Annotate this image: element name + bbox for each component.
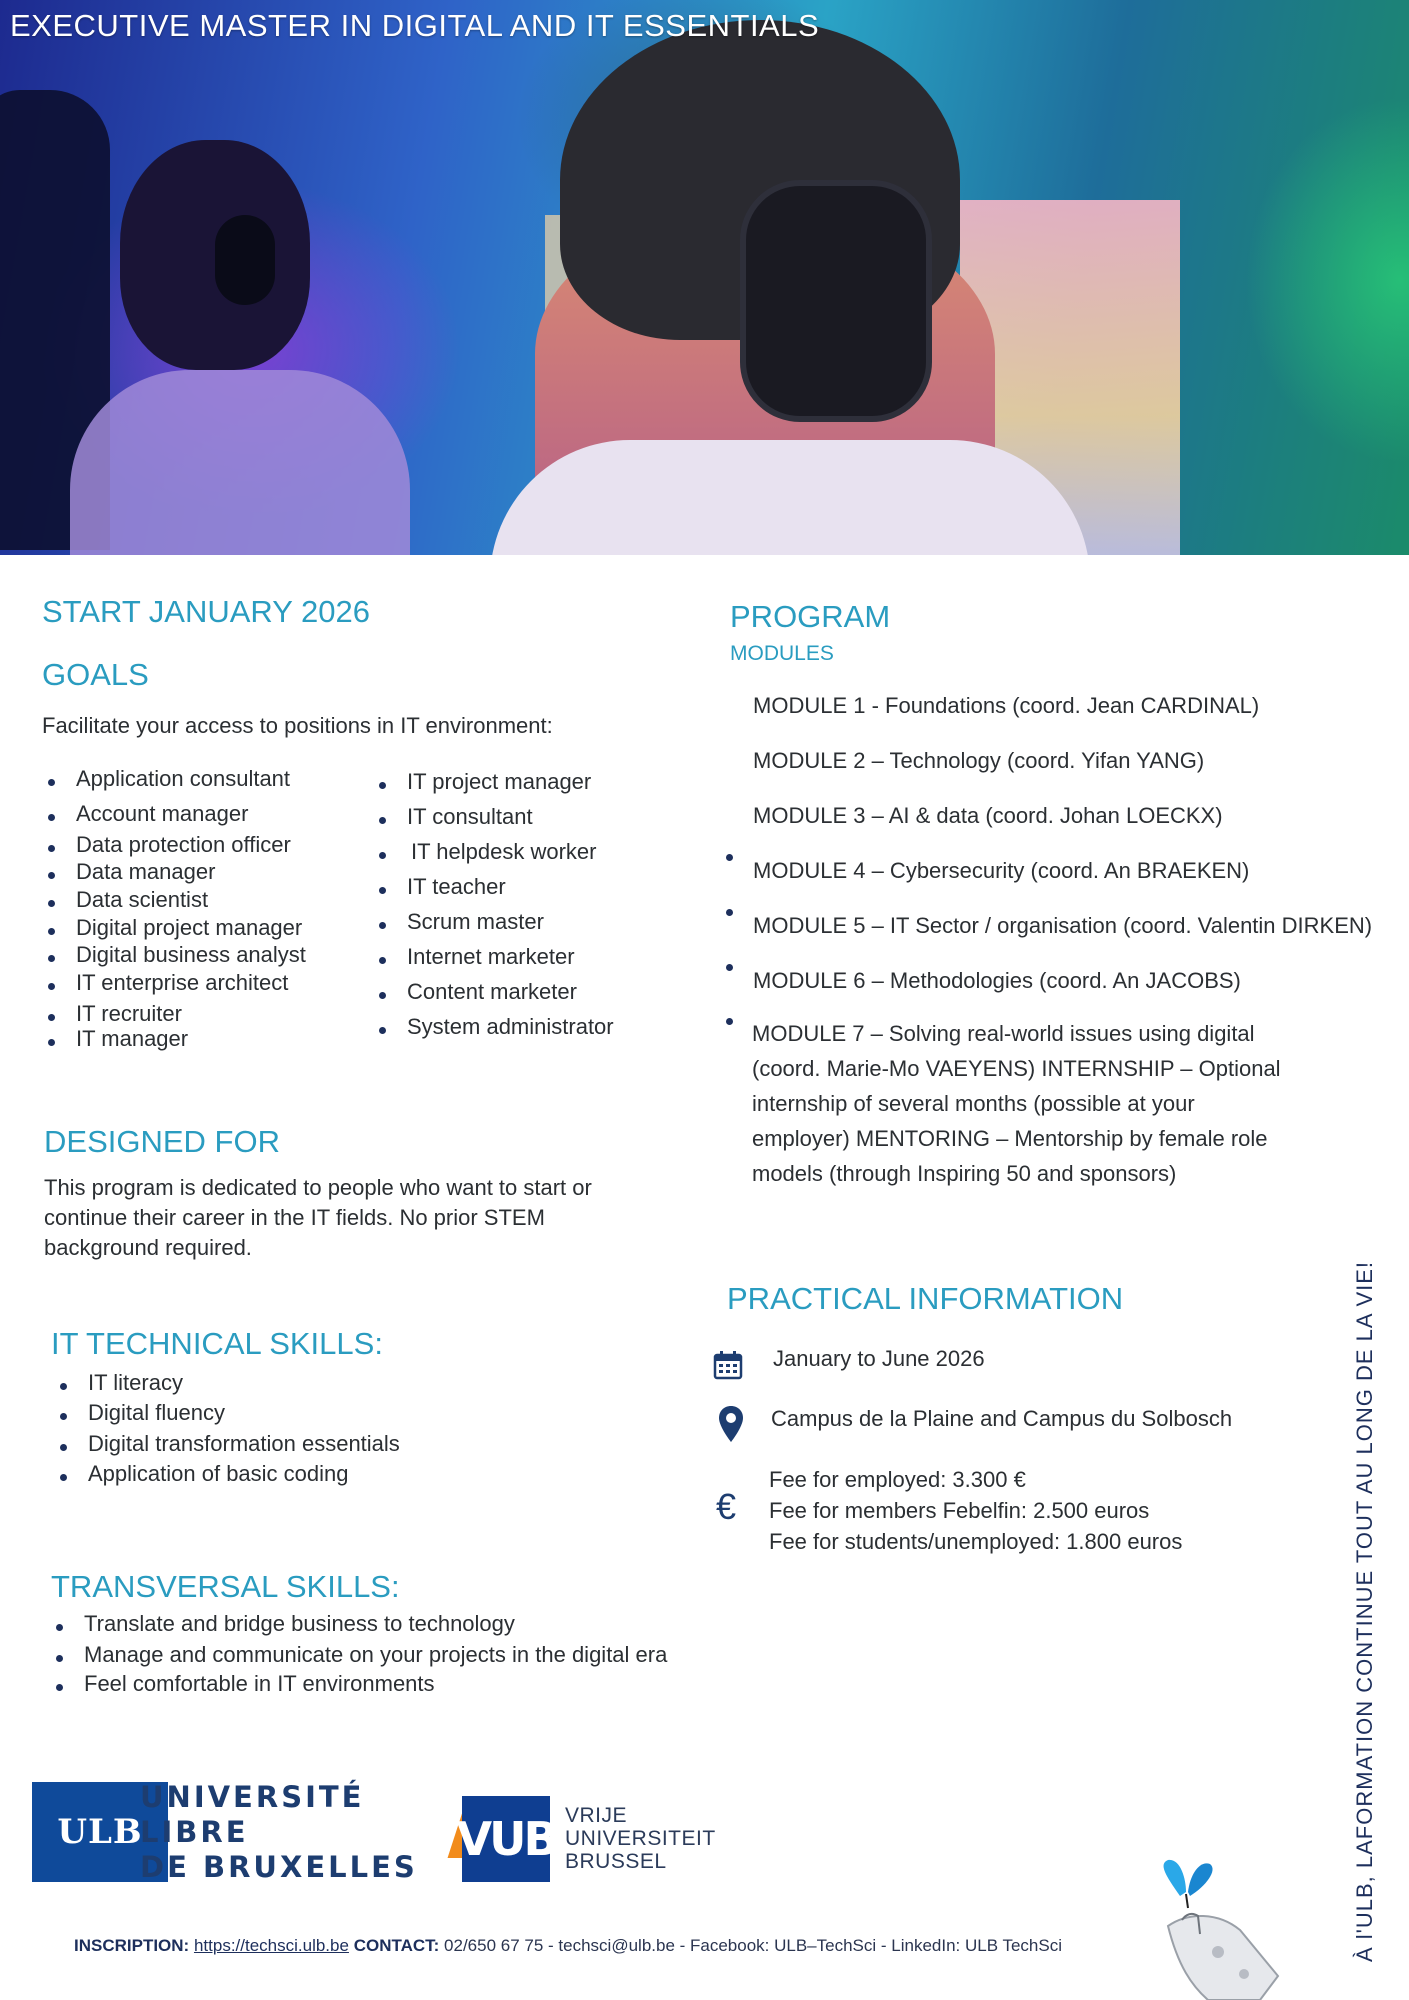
calendar-icon [713,1350,743,1380]
bullet-dot [726,1018,733,1025]
vub-name-line: BRUSSEL [565,1850,667,1873]
transversal-skills-heading: TRANSVERSAL SKILLS: [51,1569,400,1604]
list-item: IT literacy [54,1370,400,1400]
goals-heading: GOALS [42,657,149,692]
contact-label: CONTACT: [353,1936,440,1955]
bullet-dot [726,909,733,916]
vub-mark: VUB [462,1796,550,1882]
list-item: System administrator [373,1014,614,1049]
list-item: IT consultant [373,804,614,839]
ulb-mark: ULB [32,1782,168,1882]
designed-for-line: This program is dedicated to people who want to start or [44,1175,592,1200]
vub-name-line: UNIVERSITEIT [565,1827,716,1850]
contact-details: 02/650 67 75 - techsci@ulb.be - Facebook: ULB–TechSci - LinkedIn: ULB TechSci [444,1936,1062,1955]
module-7-line: (coord. Marie-Mo VAEYENS) INTERNSHIP – Optional [752,1056,1281,1081]
ulb-name-line: UNIVERSITÉ [140,1780,365,1814]
list-item: Data manager [42,859,306,887]
hero-photo [0,0,1409,555]
location-text: Campus de la Plaine and Campus du Solbosch [771,1406,1233,1431]
module-item: MODULE 3 – AI & data (coord. Johan LOECKX) [753,803,1223,828]
ulb-name-line: LIBRE [140,1815,249,1849]
list-item: IT enterprise architect [42,970,306,1001]
fee-line: Fee for students/unemployed: 1.800 euros [769,1529,1183,1554]
bullet-dot [726,854,733,861]
person-left-headphone [215,215,275,305]
list-item: Application of basic coding [54,1461,400,1491]
module-item: MODULE 1 - Foundations (coord. Jean CARDINAL) [753,693,1260,718]
list-item: Translate and bridge business to technology [50,1611,667,1642]
module-item: MODULE 6 – Methodologies (coord. An JACOBS) [753,968,1241,993]
inscription-label: INSCRIPTION: [74,1936,190,1955]
headphone-icon [740,180,932,422]
vub-name-line: VRIJE [565,1804,628,1827]
it-skills-list [54,1370,400,1491]
modules-subheading: MODULES [730,642,834,665]
list-item: Internet marketer [373,944,614,979]
location-pin-icon [718,1405,744,1443]
fees-block [769,1464,1182,1557]
module-7-line: MODULE 7 – Solving real-world issues using digital [752,1021,1255,1046]
list-item: Digital fluency [54,1400,400,1431]
designed-for-line: background required. [44,1235,252,1260]
practical-info-heading: PRACTICAL INFORMATION [727,1281,1124,1316]
list-item: Scrum master [373,909,614,944]
bullet-dot [726,964,733,971]
list-item: IT recruiter [42,1001,306,1026]
module-item: MODULE 5 – IT Sector / organisation (coord. Valentin DIRKEN) [753,913,1373,938]
fee-line: Fee for employed: 3.300 € [769,1467,1026,1492]
list-item: Digital project manager [42,915,306,942]
start-date-heading: START JANUARY 2026 [42,594,370,629]
module-item: MODULE 2 – Technology (coord. Yifan YANG) [753,748,1205,773]
list-item: IT project manager [373,769,614,804]
person-right-body [490,440,1090,555]
module-7-line: models (through Inspiring 50 and sponsors) [752,1161,1177,1186]
dates-text: January to June 2026 [773,1346,985,1371]
person-left-body [70,370,410,555]
list-item: Feel comfortable in IT environments [50,1671,667,1700]
vertical-slogan: À l'ULB, LAFORMATION CONTINUE TOUT AU LONG DE LA VIE! [1352,1260,1377,1962]
goals-list-right [373,769,614,1049]
list-item: IT helpdesk worker [373,839,614,874]
list-item: Manage and communicate on your projects in the digital era [50,1642,667,1671]
list-item: Data scientist [42,887,306,915]
list-item: Digital business analyst [42,942,306,970]
page-title: EXECUTIVE MASTER IN DIGITAL AND IT ESSENTIALS [10,8,820,43]
program-heading: PROGRAM [730,599,891,634]
list-item: IT manager [42,1026,306,1054]
footer-contact [74,1936,1062,1956]
list-item: Application consultant [42,766,306,801]
list-item: IT teacher [373,874,614,909]
euro-icon: € [716,1486,737,1527]
ulb-name-line: DE BRUXELLES [140,1850,418,1884]
goals-intro: Facilitate your access to positions in IT environment: [42,713,553,738]
fee-line: Fee for members Febelfin: 2.500 euros [769,1498,1150,1523]
list-item: Digital transformation essentials [54,1431,400,1461]
it-skills-heading: IT TECHNICAL SKILLS: [51,1326,383,1361]
module-7-line: employer) MENTORING – Mentorship by female role [752,1126,1268,1151]
list-item: Account manager [42,801,306,832]
inscription-link[interactable]: https://techsci.ulb.be [193,1936,349,1955]
designed-for-heading: DESIGNED FOR [44,1124,280,1159]
list-item: Content marketer [373,979,614,1014]
module-item: MODULE 4 – Cybersecurity (coord. An BRAEKEN) [753,858,1250,883]
module-7-line: internship of several months (possible at your [752,1091,1195,1116]
goals-list-left [42,766,306,1054]
module-7-block [752,1016,1281,1191]
transversal-skills-list [50,1611,667,1700]
designed-for-line: continue their career in the IT fields. No prior STEM [44,1205,545,1230]
butterfly-robot-hand-illustration [1148,1856,1288,2000]
list-item: Data protection officer [42,832,306,859]
